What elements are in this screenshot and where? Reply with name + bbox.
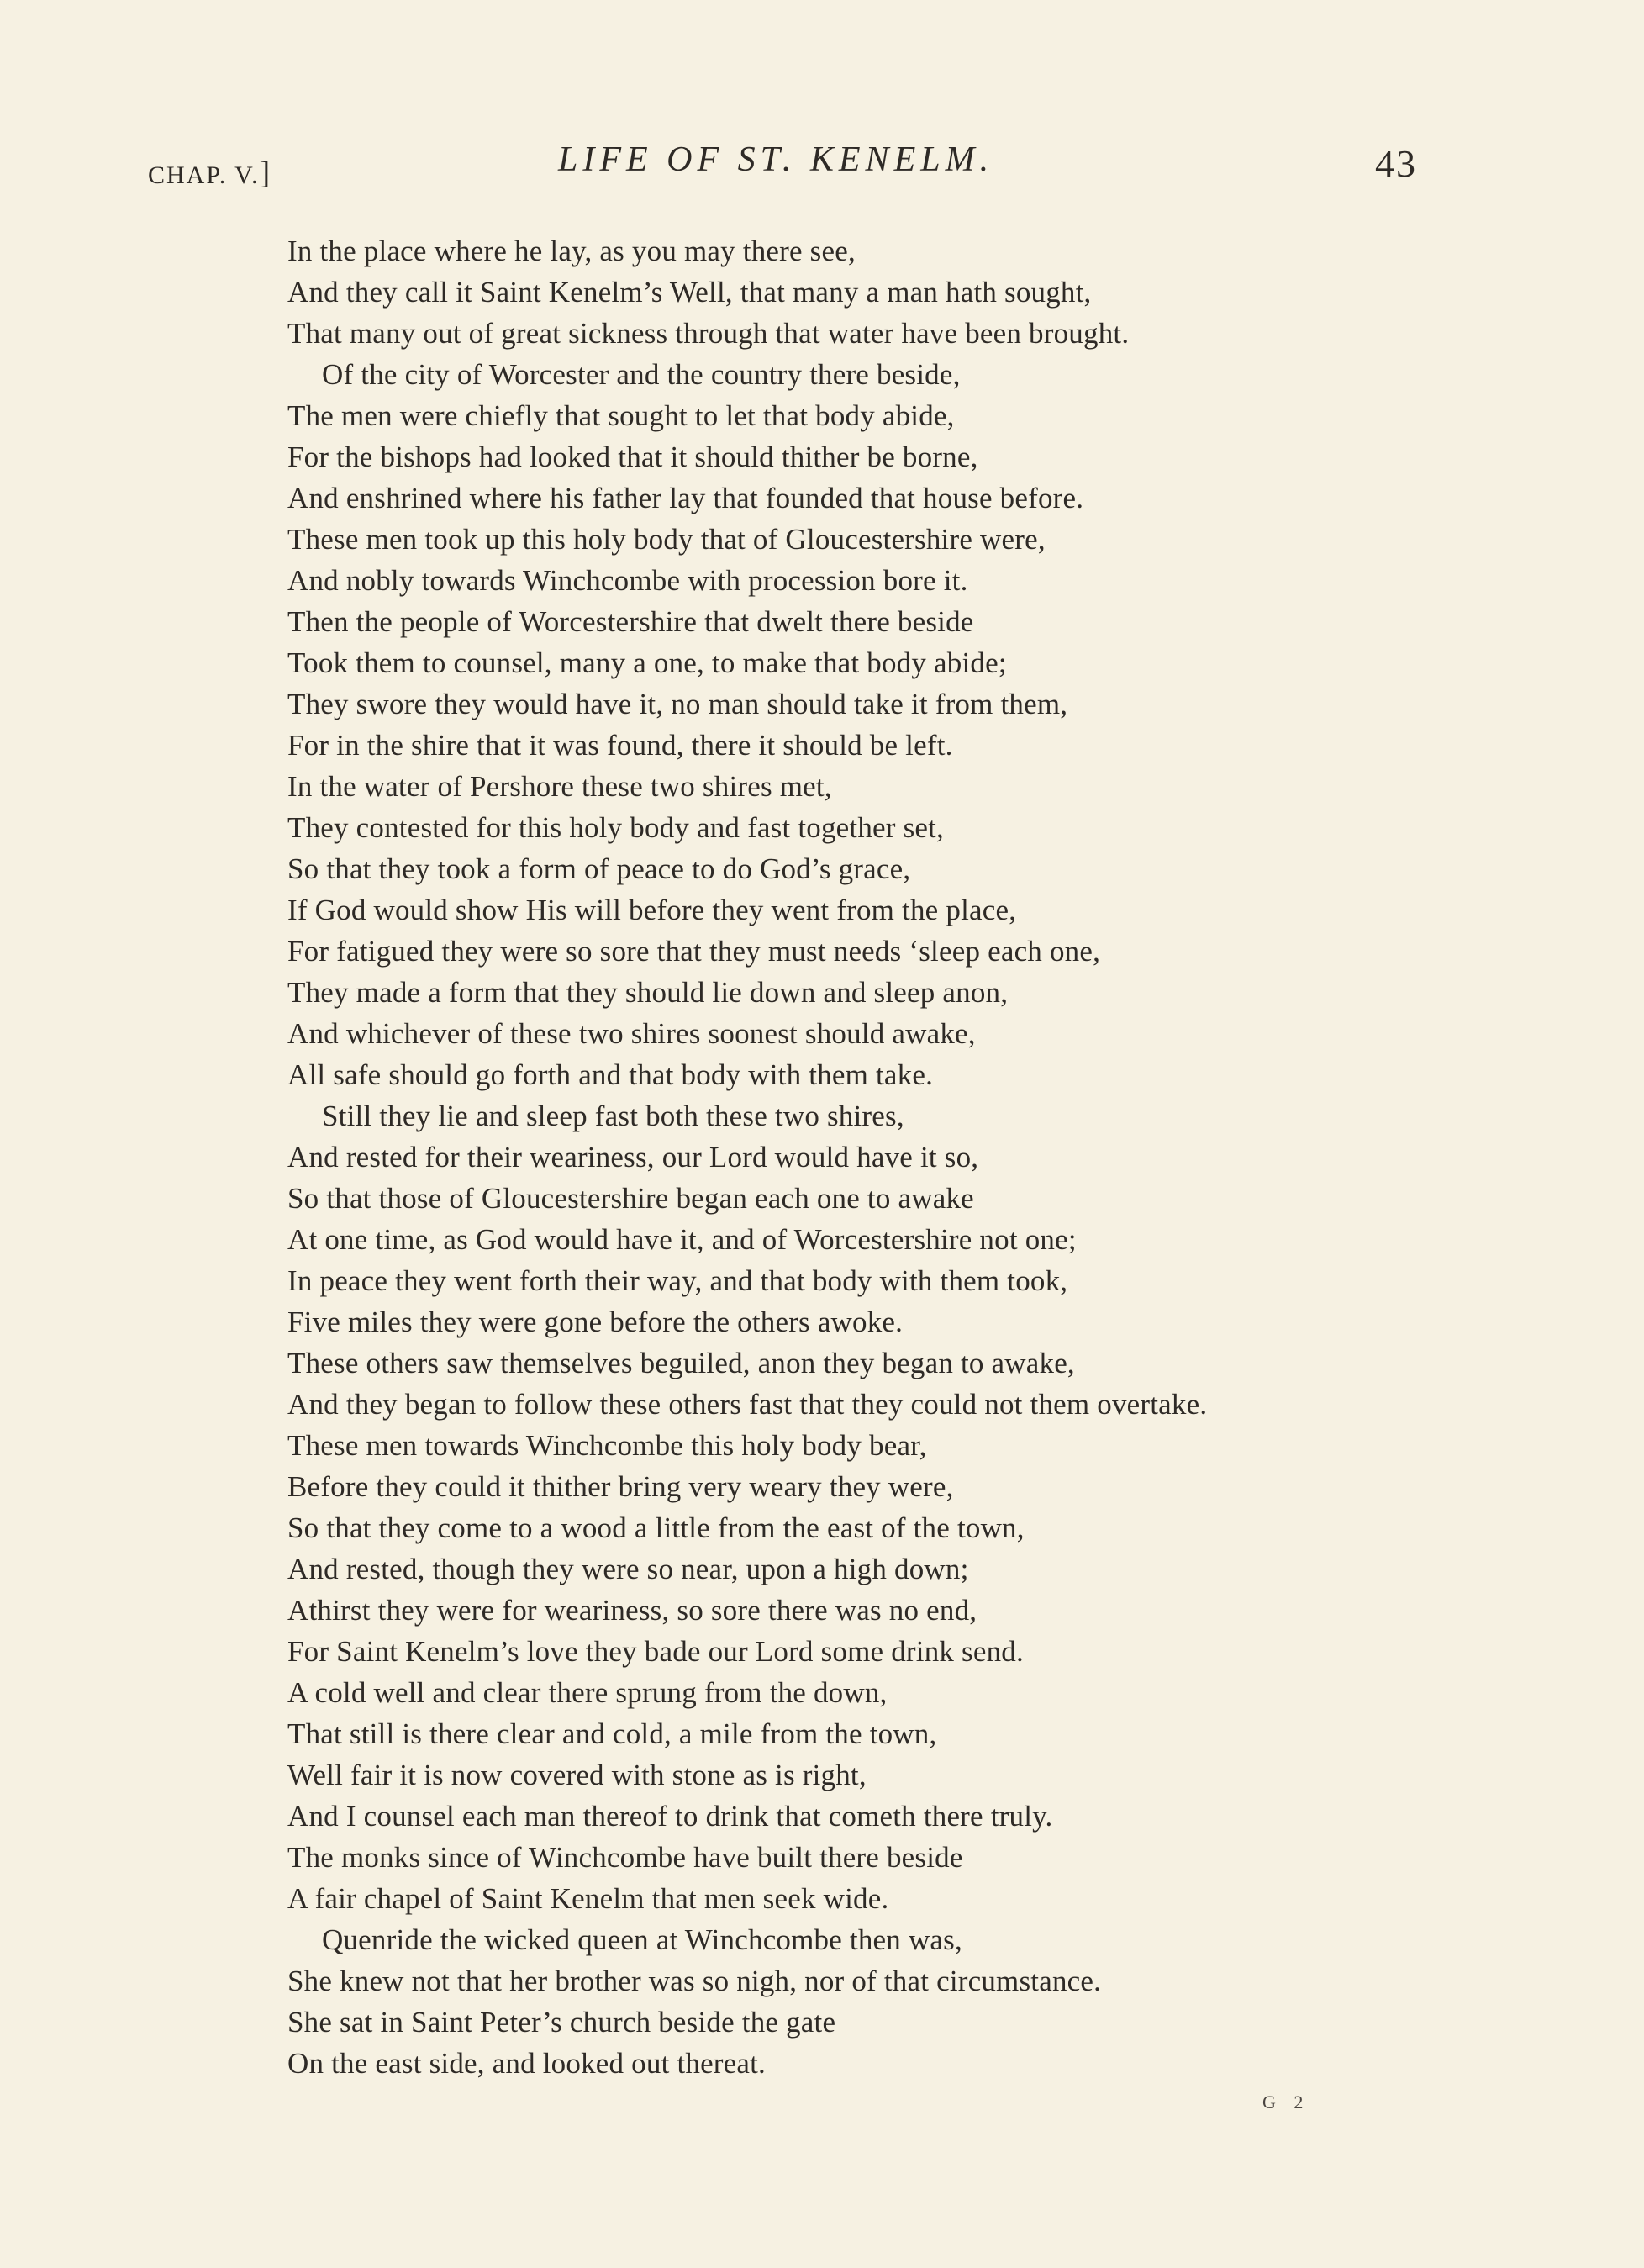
- verse-line: They contested for this holy body and fast together set,: [287, 811, 945, 844]
- verse-line: These others saw themselves beguiled, anon they began to awake,: [287, 1347, 1075, 1379]
- running-title: LIFE OF ST. KENELM.: [558, 140, 994, 179]
- verse-line: Of the city of Worcester and the country there beside,: [322, 358, 961, 391]
- verse-line: That still is there clear and cold, a mile from the town,: [287, 1717, 937, 1750]
- verse-line: And I counsel each man thereof to drink that cometh there truly.: [287, 1800, 1053, 1833]
- verse-line: In peace they went forth their way, and that body with them took,: [287, 1264, 1068, 1297]
- verse-line: And enshrined where his father lay that founded that house before.: [287, 482, 1084, 514]
- verse-line: A fair chapel of Saint Kenelm that men seek wide.: [287, 1882, 889, 1915]
- verse-line: These men towards Winchcombe this holy body bear,: [287, 1429, 927, 1462]
- verse-line: In the water of Pershore these two shires met,: [287, 770, 832, 803]
- verse-line: All safe should go forth and that body with them take.: [287, 1058, 934, 1091]
- verse-line: They swore they would have it, no man should take it from them,: [287, 688, 1068, 720]
- verse-line: And rested for their weariness, our Lord would have it so,: [287, 1141, 979, 1174]
- running-head: [0, 136, 1644, 191]
- verse-line: For the bishops had looked that it should thither be borne,: [287, 440, 978, 473]
- chapter-text: CHAP. V.: [148, 161, 260, 189]
- chapter-label: [148, 155, 271, 192]
- verse-line: And they began to follow these others fast that they could not them overtake.: [287, 1388, 1208, 1421]
- verse-line: Five miles they were gone before the others awoke.: [287, 1305, 904, 1338]
- verse-line: On the east side, and looked out thereat.: [287, 2047, 767, 2080]
- verse-line: In the place where he lay, as you may there see,: [287, 235, 856, 267]
- verse-line: And whichever of these two shires soonest should awake,: [287, 1017, 976, 1050]
- verse-line: A cold well and clear there sprung from the down,: [287, 1676, 888, 1709]
- verse-line: And they call it Saint Kenelm’s Well, that many a man hath sought,: [287, 276, 1092, 309]
- verse-line: And rested, though they were so near, upon a high down;: [287, 1553, 969, 1585]
- verse-line: For fatigued they were so sore that they must needs ‘sleep each one,: [287, 935, 1101, 968]
- verse-line: They made a form that they should lie down and sleep anon,: [287, 976, 1009, 1009]
- verse-line: Before they could it thither bring very weary they were,: [287, 1470, 954, 1503]
- verse-line: For Saint Kenelm’s love they bade our Lord some drink send.: [287, 1635, 1024, 1668]
- verse-line: The monks since of Winchcombe have built there beside: [287, 1841, 963, 1874]
- verse-line: She sat in Saint Peter’s church beside the gate: [287, 2006, 836, 2039]
- verse-line: For in the shire that it was found, there it should be left.: [287, 729, 953, 762]
- verse-line: Then the people of Worcestershire that dwelt there beside: [287, 605, 974, 638]
- verse-body: [287, 230, 1207, 2084]
- verse-line: At one time, as God would have it, and of Worcestershire not one;: [287, 1223, 1077, 1256]
- verse-line: She knew not that her brother was so nigh, nor of that circumstance.: [287, 1965, 1102, 1997]
- verse-line: So that those of Gloucestershire began each one to awake: [287, 1182, 974, 1215]
- verse-line: The men were chiefly that sought to let that body abide,: [287, 399, 955, 432]
- verse-line: These men took up this holy body that of Gloucestershire were,: [287, 523, 1046, 556]
- verse-line: So that they took a form of peace to do God’s grace,: [287, 852, 911, 885]
- verse-line: Took them to counsel, many a one, to make that body abide;: [287, 646, 1007, 679]
- verse-line: And nobly towards Winchcombe with procession bore it.: [287, 564, 968, 597]
- verse-line: Quenride the wicked queen at Winchcombe then was,: [322, 1923, 962, 1956]
- page-number: 43: [1375, 142, 1417, 185]
- verse-line: So that they come to a wood a little from the east of the town,: [287, 1511, 1025, 1544]
- signature-mark: G 2: [1262, 2091, 1310, 2112]
- verse-line: Athirst they were for weariness, so sore there was no end,: [287, 1594, 977, 1627]
- verse-line: Still they lie and sleep fast both these two shires,: [322, 1100, 904, 1132]
- verse-line: If God would show His will before they went from the place,: [287, 894, 1017, 926]
- verse-line: That many out of great sickness through that water have been brought.: [287, 317, 1130, 350]
- verse-line: Well fair it is now covered with stone as is right,: [287, 1759, 867, 1791]
- chapter-bracket: ]: [259, 156, 272, 191]
